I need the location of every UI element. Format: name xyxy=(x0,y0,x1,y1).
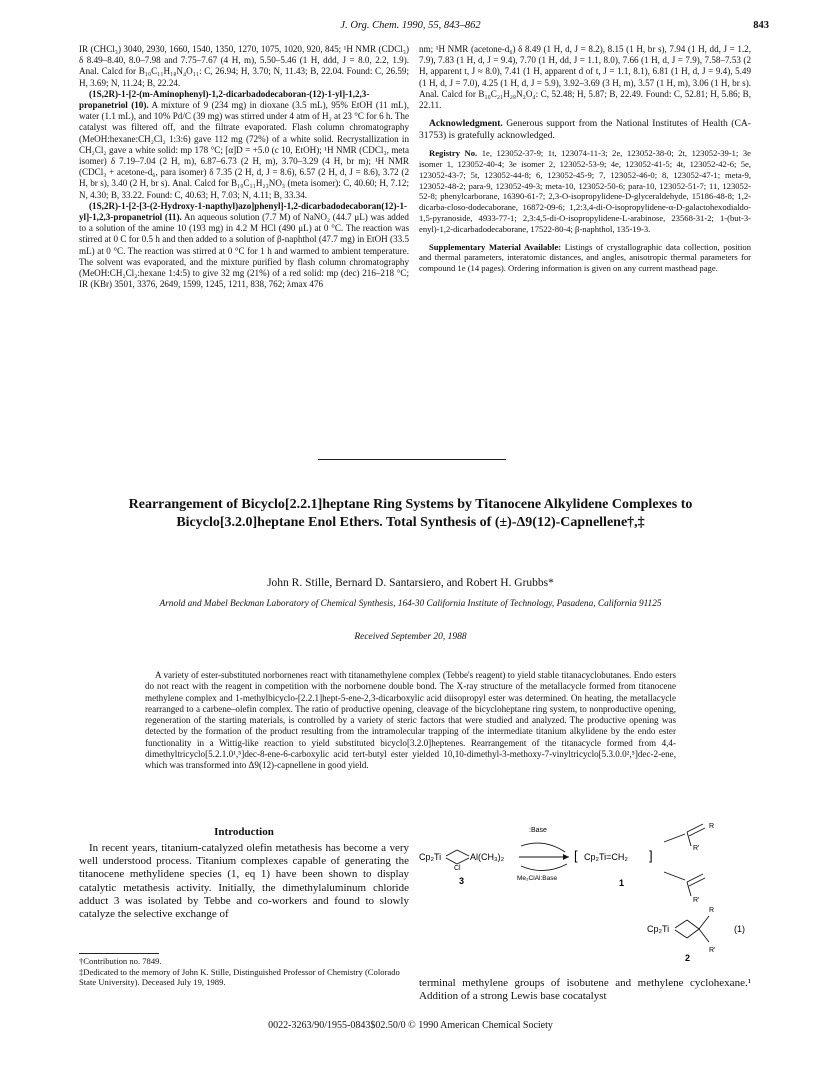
metallacycle-cp2ti: Cp₂Ti xyxy=(647,924,670,934)
olefin-bond xyxy=(689,828,705,836)
section-divider xyxy=(318,459,506,460)
reagent-label: Me₂ClAl:Base xyxy=(517,875,558,882)
page-footer: 0022-3263/90/1955-0843$02.50/0 © 1990 American Chemical Society xyxy=(268,1020,553,1031)
olefin-bond xyxy=(689,878,705,886)
footnote-rule xyxy=(79,953,159,954)
registry-numbers xyxy=(419,148,751,234)
olefin-bond xyxy=(687,882,691,896)
reaction-scheme xyxy=(419,820,759,965)
article-authors: John R. Stille, Bernard D. Santarsiero, and Robert H. Grubbs* xyxy=(267,577,554,589)
supplementary-body: Listings of crystallographic data collection, position and thermal parameters, interatomic distances, and angles, anisotropic thermal parameters for compound 1e (14 pages). Ordering information is given on any current masthead page. xyxy=(419,241,751,274)
methylidene-formula: Cp₂Ti=CH₂ xyxy=(584,852,628,862)
rprime-label: R' xyxy=(693,845,700,852)
introduction-text: In recent years, titanium-catalyzed olefin metathesis has become a very well understood process. Titanium complexes capable of generating the titanocene methylidene species (1, eq 1) have been shown to display catalytic metathesis activity. Initially, the dimethylaluminum chloride adduct 3 was isolated by Tebbe and co-workers and found to slowly catalyze the selective exchange of xyxy=(79,842,409,921)
compound-3-label: 3 xyxy=(459,876,465,886)
bond-line xyxy=(446,850,457,856)
compound-10-heading: (1S,2R)-1-[2-(m-Aminophenyl)-1,2-dicarbadodecaboran-(12)-1-yl]-1,2,3-propanetriol (10). xyxy=(79,88,370,111)
ring-bond xyxy=(699,929,709,942)
olefin-arrow-down xyxy=(664,872,685,880)
left-paragraph-1: IR (CHCl₃) 3040, 2930, 1660, 1540, 1350, 1270, 1075, 1020, 920, 845; ¹H NMR (CDCl₃) δ 8.49–8.40, 8.0–7.98 and 7.75–7.67 (4 H, m), 5.50–5.46 (1 H, ddd, J = 8.0, 2.2, 1.9). Anal. Calcd for B₁₀C₁₁H₁₈N₄O₁₁: C, 26.94; H, 3.70; N, 11.43; B, 22.04. Found: C, 26.59; H, 3.69; N, 11.24; B, 22.24. xyxy=(79,44,409,88)
compound-10-body: A mixture of 9 (234 mg) in dioxane (3.5 mL), 95% EtOH (11 mL), water (1.1 mL), and 10% Pd/C (39 mg) was stirred under 4 atm of H₂ at 23 °C for 6 h. The catalyst was filtered off, and the filtrate evaporated. Flash column chromatography (MeOH:hexane:CH₂Cl₂ 1:3:6) gave 112 mg (72%) of a white solid. Recrystallization in CH₂Cl₂ gave a white solid: mp 178 °C; [α]D = +5.0 (c 10, EtOH); ¹H NMR (CDCl₃, meta isomer) δ 7.19–7.04 (2 H, m), 6.87–6.73 (2 H, m), 3.70–3.29 (4 H, br m); ¹H NMR (CDCl₃ + acetone-d₆, para isomer) δ 7.35 (2 H, d, J = 8.6), 6.57 (2 H, d, J = 8.6), 3.72 (2 H, br s), 3.40 (2 H, br s). Anal. Calcd for B₁₀C₁₁H₂₃NO₃ (meta isomer): C, 40.60; H, 7.12; N, 4.30; B, 33.22. Found: C, 40.63; H, 7.03; N, 4.11; B, 33.34. xyxy=(79,100,409,200)
journal-citation: J. Org. Chem. 1990, 55, 843–862 xyxy=(340,20,481,31)
acknowledgment-heading: Acknowledgment. xyxy=(429,118,503,130)
ring-bond xyxy=(699,916,709,929)
arrowhead xyxy=(563,854,569,860)
scheme-drawing xyxy=(419,820,759,965)
compound-1-label: 1 xyxy=(619,878,625,888)
compound-11-heading: (1S,2R)-1-[2-[3-(2-Hydroxy-1-napthyl)azo]phenyl]-1,2-dicarbadodecaboran(12)-1-yl]-1,2,3-propanetriol (11). xyxy=(79,200,408,223)
forward-arrow xyxy=(521,843,565,852)
article-affiliation: Arnold and Mabel Beckman Laboratory of Chemical Synthesis, 164-30 California Institute of Technology, Pasadena, California 91125 xyxy=(159,599,662,609)
bracket-right: ] xyxy=(649,848,653,863)
ring-bond xyxy=(687,920,699,929)
supplementary-material xyxy=(419,242,751,274)
ring-bond xyxy=(675,930,687,938)
bond-line xyxy=(446,858,457,864)
olefin-bond xyxy=(687,832,691,846)
footnote-dedication: ‡Dedicated to the memory of John K. Stille, Distinguished Professor of Chemistry (Colorado State University). Deceased July 19, 1989. xyxy=(79,966,400,988)
bond-line xyxy=(457,850,469,856)
abstract: A variety of ester-substituted norbornenes react with titanamethylene complex (Tebbe's reagent) to yield stable titanacyclobutanes. Endo esters do not react with the reagent in competition with the norbornene double bond. The X-ray structure of the metallacycle formed from titanocene methylene complex and 1-methylbicyclo-[2.2.1]hept-5-ene-2,3-dicarboxylic acid diisopropyl ester was determined. On heating, the metallacycle rearranged to a carbene–olefin complex. The ratio of productive opening, cleavage of the bicycloheptane ring system, to nonproductive opening, regeneration of the starting materials, is controlled by a variety of steric factors that were studied and analyzed. The productive opening was detected by the formation of the product resulting from the intramolecular trapping of the intermediate titanium alkylidene by the endo ester functionality in a Wittig-like reaction to yield substituted bicyclo[3.2.0]heptenes. Rearrangement of the titanacycle formed from 4,4-dimethyltricyclo[5.2.1.0¹,⁵]dec-8-ene-6-carboxylic acid tert-butyl ester yielded 10,10-dimethyl-3-methoxy-7-vinyltricyclo[5.3.0.0²,⁵]dec-2-ene, which was transformed into Δ9(12)-capnellene in good yield. xyxy=(145,670,676,771)
olefin-bond xyxy=(687,824,703,832)
registry-body: 1e, 123052-37-9; 1t, 123074-11-3; 2e, 123052-38-0; 2t, 123052-39-1; 3e isomer 1, 123052-40-4; 3e isomer 2, 123052-53-9; 4e, 123052-41-5; 4t, 123052-42-6; 5e, 123052-43-7; 5t, 123052-44-8; 6, 123052-45-9; 7, 123052-46-0; 8, 123052-47-1; meta-9, 123052-48-2; para-9, 123052-49-3; meta-10, 123052-50-6; para-10, 123052-51-7; 11, 123052-52-8; phenylcarborane, 16390-61-7; 2,3-O-isopropylidene-D-glyceraldehyde, 15186-48-8; 1,2-dicarba-closo-dodecaborane, 16872-09-6; 1,2:3,4-di-O-isopropylidene-α-D-galactohexodialdo-1,5-pyranoside, 4933-77-1; 2,3:4,5-di-O-isopropylidene-L-arabinose, 23568-31-2; 1-(but-3-enyl)-1,2-dicarbadodecaborane, 17522-80-4; β-naphthol, 135-19-3. xyxy=(419,148,751,234)
equation-number: (1) xyxy=(734,924,745,934)
right-column xyxy=(419,44,751,274)
received-date: Received September 20, 1988 xyxy=(354,632,467,642)
tebbe-cl: Cl xyxy=(454,865,461,872)
article-title: Rearrangement of Bicyclo[2.2.1]heptane Ring Systems by Titanocene Alkylidene Complexes to Bicyclo[3.2.0]heptane Enol Ethers. Total Synthesis of (±)-Δ9(12)-Capnellene†,‡ xyxy=(128,497,693,530)
acknowledgment xyxy=(419,118,751,142)
page-number: 843 xyxy=(753,20,769,31)
right-paragraph-1: nm; ¹H NMR (acetone-d₆) δ 8.49 (1 H, d, J = 8.2), 8.15 (1 H, br s), 7.94 (1 H, dd, J = 1.2, 7.9), 7.83 (1 H, d, J = 9.4), 7.70 (1 H, dd, J = 1.1, 8.0), 7.66 (1 H, d, J = 7.9), 7.58–7.53 (2 H, apparent t, J ≈ 8.0), 7.41 (1 H, apparent d of t, J = 1.1, 8.1), 6.81 (1 H, d, J = 9.4), 5.49 (1 H, d, J = 7.0), 4.25 (1 H, d, J = 5.9), 3.92–3.69 (3 H, m), 3.57 (1 H, m), 3.06 (1 H, br s). Anal. Calcd for B₁₀C₂₁H₂₈N₂O₄: C, 52.48; H, 5.87; B, 22.49. Found: C, 52.81; H, 5.86; B, 22.11. xyxy=(419,44,751,111)
tebbe-al: Al(CH₃)₂ xyxy=(470,852,505,862)
supplementary-heading: Supplementary Material Available: xyxy=(429,241,562,252)
ring-bond xyxy=(687,929,699,938)
right-bottom-text: terminal methylene groups of isobutene and methylene cyclohexane.¹ Addition of a strong Lewis base cocatalyst xyxy=(419,977,751,1003)
compound-2-label: 2 xyxy=(685,953,691,963)
reverse-arrow xyxy=(521,864,567,871)
left-paragraph-3 xyxy=(79,201,409,291)
base-label: :Base xyxy=(529,827,547,834)
r-label: R xyxy=(709,823,715,830)
left-column xyxy=(79,44,409,290)
footnotes xyxy=(79,956,409,988)
left-paragraph-2 xyxy=(79,89,409,201)
footnote-contribution: †Contribution no. 7849. xyxy=(79,956,162,966)
tebbe-cp2ti: Cp₂Ti xyxy=(419,852,442,862)
registry-heading: Registry No. xyxy=(429,148,478,159)
ring-bond xyxy=(675,920,687,928)
olefin-arrow-up xyxy=(664,834,685,842)
rprime-label-2: R' xyxy=(693,897,700,904)
acknowledgment-body: Generous support from the National Institutes of Health (CA-31753) is gratefully acknowledged. xyxy=(419,118,751,142)
bracket-left: [ xyxy=(574,848,578,863)
bond-line xyxy=(457,858,469,864)
running-header xyxy=(0,20,821,34)
compound-11-body: An aqueous solution (7.7 M) of NaNO₂ (44.7 μL) was added to a solution of the amine 10 (193 mg) in 4.2 M HCl (490 μL) at 0 °C. The reaction was stirred at 0 C for 0.5 h and then added to a solution of β-naphthol (47.7 mg) in EtOH (33.5 mL) at 0 °C. The reaction was stirred at 0 °C for 1 h and warmed to ambient temperature. The solvent was evaporated, and the mixture purified by flash column chromatography (MeOH:CH₂Cl₂:hexane 1:4:5) to give 32 mg (21%) of a red solid: mp (dec) 216–218 °C; IR (KBr) 3501, 3376, 2649, 1599, 1245, 1211, 838, 762; λmax 476 xyxy=(79,212,409,290)
r-label-2: R xyxy=(709,907,715,914)
introduction-heading: Introduction xyxy=(214,826,274,838)
rprime-label-3: R' xyxy=(709,947,716,954)
olefin-bond xyxy=(687,874,703,882)
